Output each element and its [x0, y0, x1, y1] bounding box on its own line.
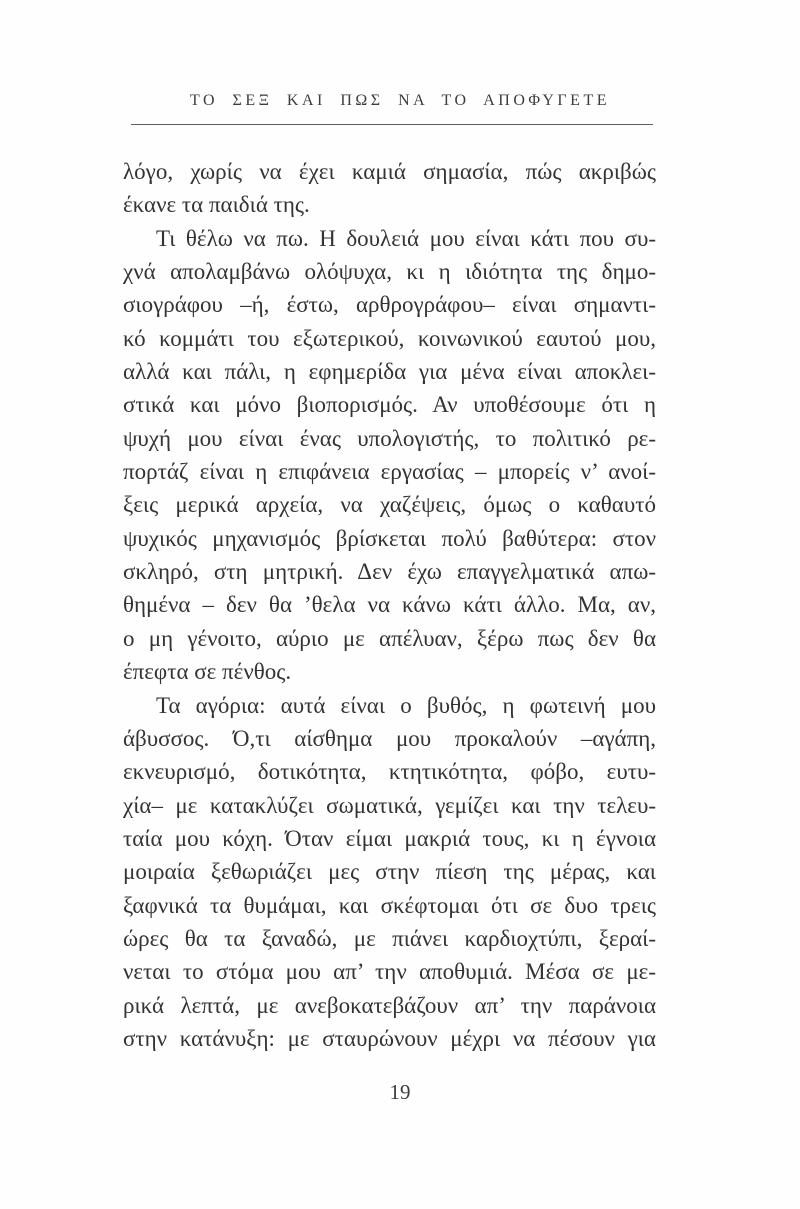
text-line: ψυχικός μηχανισμός βρίσκεται πολύ βαθύτερα: στον: [123, 525, 656, 551]
text-line: έκανε τα παιδιά της.: [123, 192, 310, 218]
text-line: αλλά και πάλι, η εφημερίδα για μένα είναι αποκλει-: [123, 359, 656, 385]
running-header-title: ΤΟ ΣΕΞ ΚΑΙ ΠΩΣ ΝΑ ΤΟ ΑΠΟΦΥΓΕΤΕ: [190, 92, 610, 109]
body-text: [123, 155, 656, 1055]
text-line: χία– με κατακλύζει σωματικά, γεμίζει και την τελευ-: [123, 792, 656, 818]
text-line: ψυχή μου είναι ένας υπολογιστής, το πολιτικό ρε-: [123, 425, 656, 451]
text-line: σιογράφου –ή, έστω, αρθρογράφου– είναι σημαντι-: [123, 292, 656, 318]
text-line: κό κομμάτι του εξωτερικού, κοινωνικού εαυτού μου,: [123, 325, 656, 351]
text-line: ο μη γένοιτο, αύριο με απέλυαν, ξέρω πως δεν θα: [123, 625, 656, 651]
text-line: χνά απολαμβάνω ολόψυχα, κι η ιδιότητα της δημο-: [123, 259, 656, 285]
text-line: ώρες θα τα ξαναδώ, με πιάνει καρδιοχτύπι, ξεραί-: [123, 925, 656, 951]
text-line: λόγο, χωρίς να έχει καμιά σημασία, πώς ακριβώς: [123, 159, 656, 184]
text-line: ξεις μερικά αρχεία, να χαζέψεις, όμως ο καθαυτό: [123, 492, 656, 518]
text-line: σκληρό, στη μητρική. Δεν έχω επαγγελματικά απω-: [123, 559, 656, 585]
page-number: 19: [389, 1080, 411, 1104]
text-line: εκνευρισμό, δοτικότητα, κτητικότητα, φόβο, ευτυ-: [123, 759, 656, 785]
text-line: άβυσσος. Ό,τι αίσθημα μου προκαλούν –αγάπη,: [123, 725, 656, 751]
text-line: έπεφτα σε πένθος.: [123, 659, 292, 685]
text-line: ξαφνικά τα θυμάμαι, και σκέφτομαι ότι σε δυο τρεις: [123, 892, 656, 918]
text-line: θημένα – δεν θα ’θελα να κάνω κάτι άλλο. Μα, αν,: [123, 592, 656, 618]
text-line: στικά και μόνο βιοπορισμός. Αν υποθέσουμε ότι η: [123, 392, 656, 418]
text-line: ρικά λεπτά, με ανεβοκατεβάζουν απ’ την παράνοια: [123, 992, 656, 1018]
text-line: Τα αγόρια: αυτά είναι ο βυθός, η φωτεινή μου: [156, 692, 656, 718]
text-line: Τι θέλω να πω. Η δουλειά μου είναι κάτι που συ-: [156, 225, 656, 251]
text-line: μοιραία ξεθωριάζει μες στην πίεση της μέρας, και: [123, 859, 656, 885]
text-line: νεται το στόμα μου απ’ την αποθυμιά. Μέσα σε με-: [123, 959, 656, 985]
text-line: πορτάζ είναι η επιφάνεια εργασίας – μπορείς ν’ ανοί-: [123, 459, 656, 485]
header-rule: [131, 124, 653, 125]
text-line: ταία μου κόχη. Όταν είμαι μακριά τους, κι η έγνοια: [123, 825, 656, 851]
text-line: στην κατάνυξη: με σταυρώνουν μέχρι να πέσουν για: [123, 1025, 656, 1051]
